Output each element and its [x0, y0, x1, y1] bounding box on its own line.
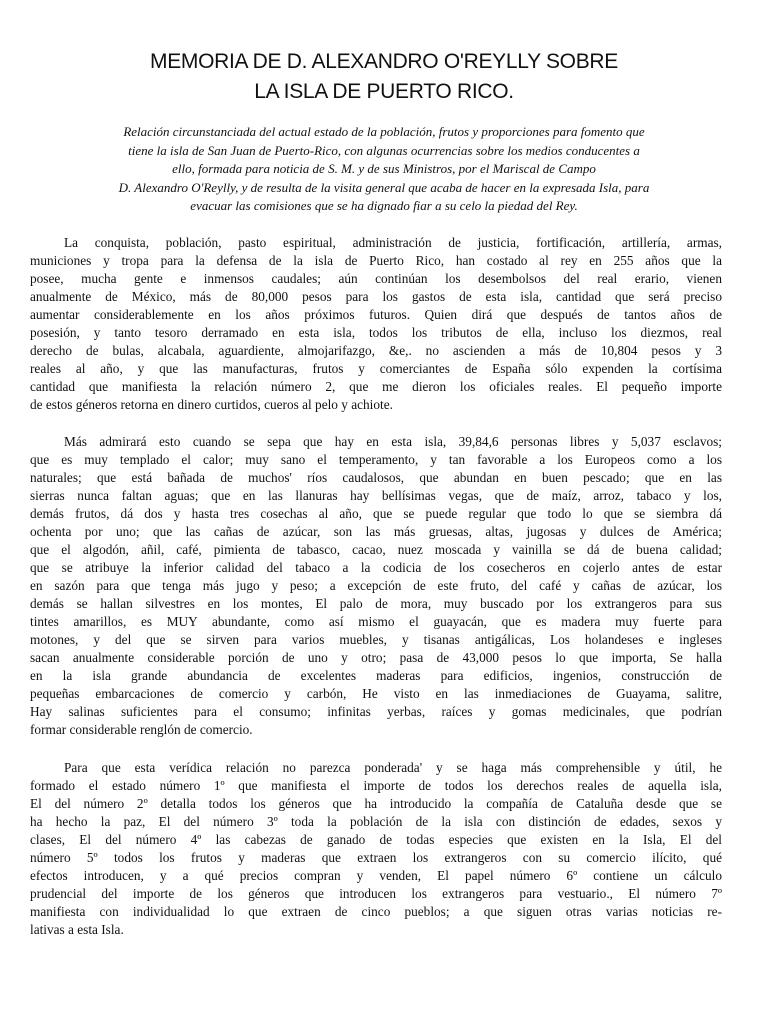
paragraph-line: pequeñas embarcaciones de comercio y carbón, He visto en las inmediaciones de Guayama, salitre, [30, 686, 722, 701]
subtitle-line: evacuar las comisiones que se ha dignado fiar a su celo la piedad del Rey. [190, 198, 578, 214]
subtitle-line: ello, formada para noticia de S. M. y de sus Ministros, por el Mariscal de Campo [172, 161, 596, 177]
paragraph-line: El del número 2º detalla todos los géneros que ha introducido la compañía de Cataluña desde que se [30, 796, 722, 811]
paragraph-line: ha hecho la paz, El del número 3º toda la población de la isla con distinción de edades, sexos y [30, 814, 722, 829]
paragraph-line: que es muy templado el calor; muy sano el temperamento, y tan favorable a los Europeos como a los [30, 452, 722, 467]
paragraph-line: La conquista, población, pasto espiritual, administración de justicia, fortificación, artillería, armas, [64, 235, 722, 250]
paragraph-line: formado el estado número 1º que manifiesta el importe de todos los derechos reales de aquella isla, [30, 778, 722, 793]
paragraph-line: de estos géneros retorna en dinero curtidos, cueros al pelo y achiote. [30, 397, 393, 412]
paragraph-line: reales al año, y que las manufacturas, frutos y comerciantes de España sólo expenden la cortísima [30, 361, 722, 376]
paragraph-line: demás se hallan silvestres en los montes, El palo de mora, muy buscado por los extrangeros para sus [30, 596, 722, 611]
subtitle-line: D. Alexandro O'Reylly, y de resulta de la visita general que acaba de hacer en la expresada Isla, para [118, 179, 650, 195]
paragraph-line: lativas a esta Isla. [30, 922, 124, 937]
paragraph-line: formar considerable renglón de comercio. [30, 722, 253, 737]
paragraph-line: manifiesta con individualidad lo que extraen de cinco pueblos; a que siguen otras varias noticias re- [30, 904, 722, 919]
paragraph-line: prudencial del importe de los géneros que introducen los extrangeros para vestuario., El número 7º [30, 886, 722, 901]
paragraph-line: derecho de bulas, alcabala, aguardiente, almojarifazgo, &e,. no ascienden a más de 10,804 pesos y 3 [30, 343, 722, 358]
paragraph-line: efectos introducen, y a qué precios compran y venden, El papel número 6º contiene un cálculo [30, 868, 722, 883]
paragraph-line: cantidad que manifiesta la relación número 2, que me dieron los oficiales reales. El pequeño importe [30, 379, 722, 394]
paragraph-line: demás frutos, dá dos y hasta tres cosechas al año, que se puede regular que todo lo que se siembra dá [30, 506, 722, 521]
title-line-1: MEMORIA DE D. ALEXANDRO O'REYLLY SOBRE [150, 50, 618, 73]
paragraph-line: número 5º todos los frutos y maderas que extraen los extrangeros con su comercio ilícito, qué [30, 850, 722, 865]
paragraph-line: Más admirará esto cuando se sepa que hay en esta isla, 39,84,6 personas libres y 5,037 esclavos; [64, 434, 722, 449]
paragraph-line: aumentar considerablemente en los años próximos futuros. Quien dirá que después de tantos años de [30, 307, 722, 322]
paragraph-line: en sazón para que tenga más jugo y peso; a excepción de este fruto, del café y cañas de azúcar, los [30, 578, 722, 593]
paragraph-line: en la isla grande abundancia de excelentes maderas para edificios, ingenios, construcción de [30, 668, 722, 683]
paragraph-line: tintes amarillos, es MUY abundante, como así mismo el guayacán, que es madera muy fuerte para [30, 614, 722, 629]
paragraph-line: posee, mucha gente e inmensos caudales; aún continúan los desembolsos del real erario, vienen [30, 271, 722, 286]
paragraph-line: sierras nunca faltan aguas; que en las llanuras hay bellísimas vegas, que de maíz, arroz, tabaco y los, [30, 488, 722, 503]
paragraph-line: que se atribuye la inferior calidad del tabaco a la codicia de los cosecheros en cojerlo antes de estar [30, 560, 722, 575]
paragraph-line: clases, El del número 4º las cabezas de ganado de todas especies que existen en la Isla, El del [30, 832, 722, 847]
paragraph-line: Hay salinas suficientes para el consumo; infinitas yerbas, raíces y gomas medicinales, que podrían [30, 704, 722, 719]
paragraph-line: Para que esta verídica relación no parezca ponderada' y se haga más comprehensible y útil, he [64, 760, 722, 775]
paragraph-line: motones, y del que se sirven para varios muebles, y tisanas antigálicas, Los holandeses e ingleses [30, 632, 722, 647]
paragraph-line: ochenta por uno; que las cañas de azúcar, son las más gruesas, altas, jugosas y dulces de América; [30, 524, 722, 539]
paragraph-line: posesión, y tanto tesoro derramado en esta isla, todos los tributos de ella, incluso los diezmos, real [30, 325, 722, 340]
paragraph-line: anualmente de México, más de 80,000 pesos para los gastos de esta isla, cantidad que será preciso [30, 289, 722, 304]
subtitle-line: Relación circunstanciada del actual estado de la población, frutos y proporciones para fomento que [123, 124, 645, 139]
paragraph-line: sacan anualmente considerable porción de uno y otro; pasa de 43,000 pesos lo que importa, Se halla [30, 650, 722, 665]
paragraph-line: naturales; que está bañada de muchos' ríos caudalosos, que abundan en buen pescado; que en las [30, 470, 722, 485]
paragraph-line: que el algodón, añil, café, pimienta de tabasco, cacao, nuez moscada y vainilla se dá de buena calidad; [30, 542, 722, 557]
subtitle-line: tiene la isla de San Juan de Puerto-Rico, con algunas ocurrencias sobre los medios conducentes a [128, 142, 640, 158]
title-line-2: LA ISLA DE PUERTO RICO. [254, 80, 514, 103]
paragraph-line: municiones y tropa para la defensa de la isla de Puerto Rico, han costado al rey en 255 años que la [30, 253, 722, 268]
